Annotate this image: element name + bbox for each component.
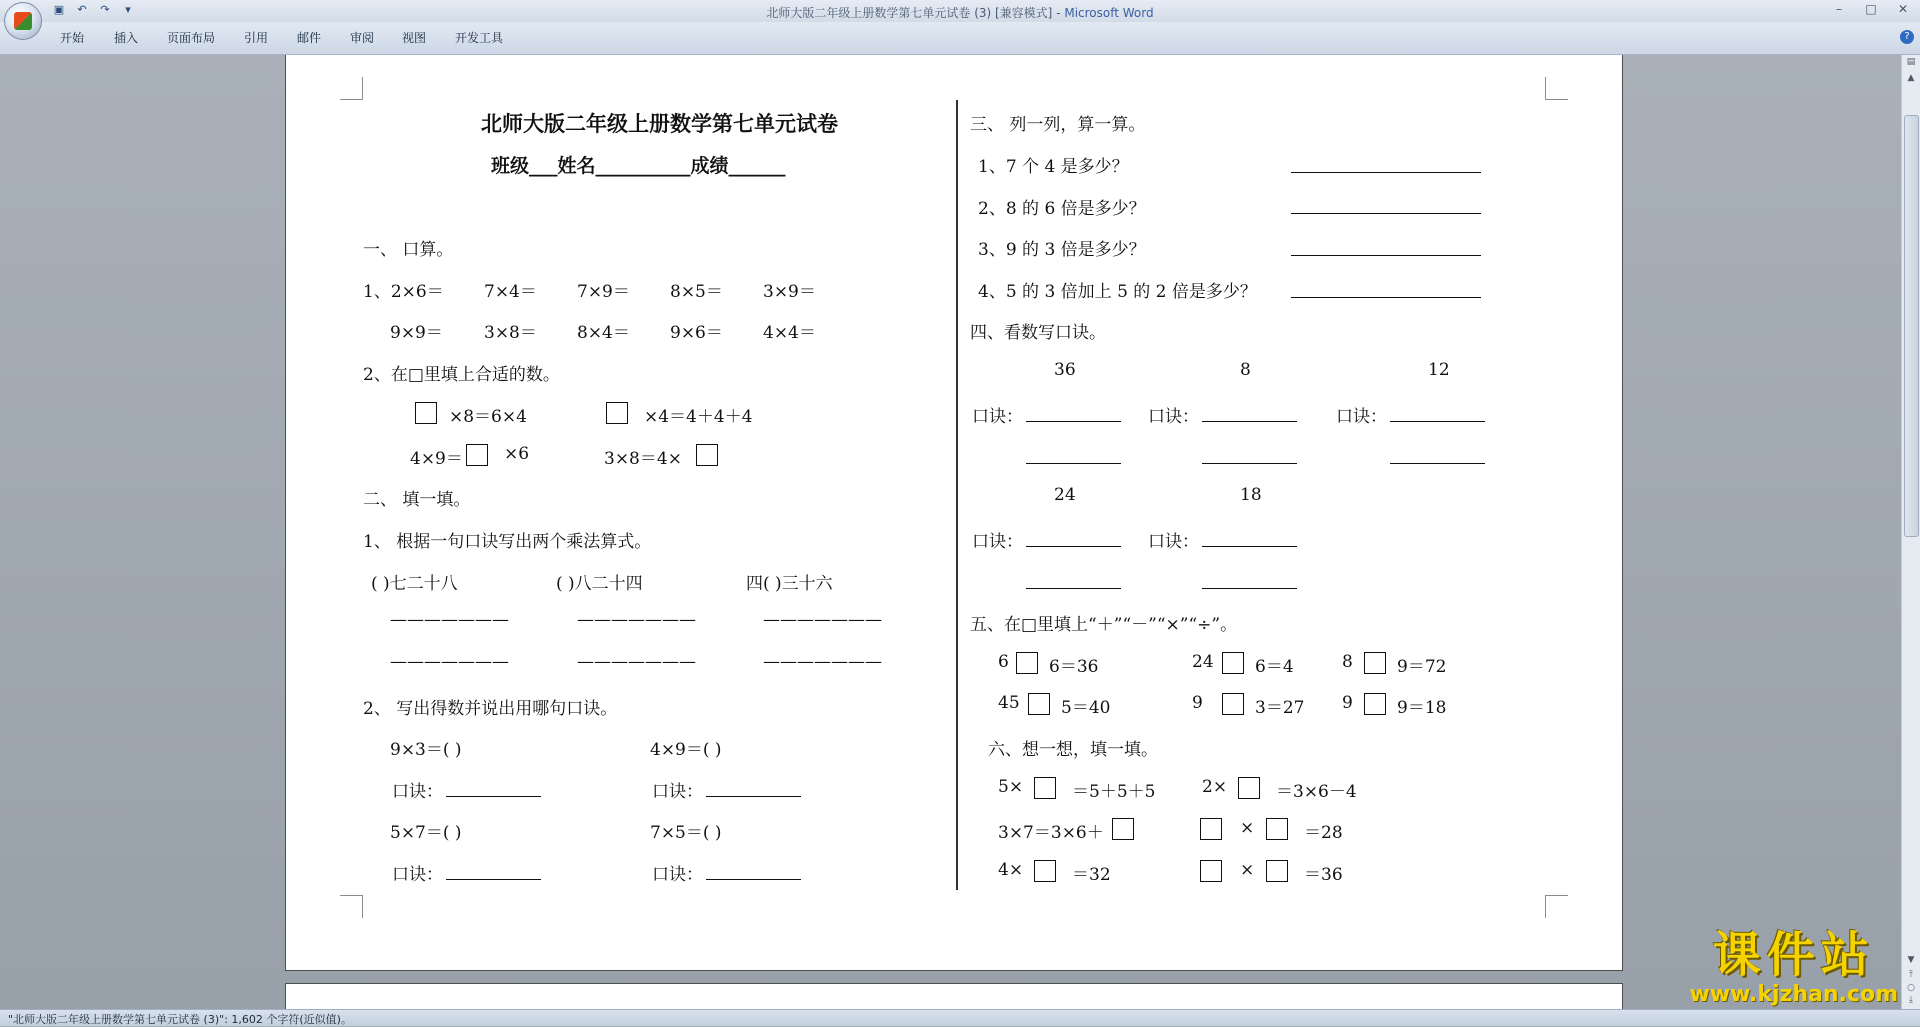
operand: 8: [1342, 652, 1353, 672]
blank-item: 四( )三十六: [746, 574, 833, 594]
operand: ＝36: [1304, 865, 1343, 885]
operand: ×: [1240, 860, 1255, 880]
calc-item: 5×7＝( ): [390, 823, 462, 843]
tab-home[interactable]: 开始: [60, 31, 85, 45]
answer-line[interactable]: [1202, 546, 1297, 547]
koujue-label: 口诀：: [392, 865, 443, 885]
crop-mark: [340, 895, 363, 918]
koujue-label: 口诀：: [1336, 407, 1387, 427]
document-page[interactable]: [285, 55, 1623, 971]
operand: 45: [998, 693, 1020, 713]
answer-line[interactable]: [1291, 297, 1481, 298]
section-1-heading: 一、 口算。: [363, 240, 454, 260]
operand: ＝3×6－4: [1276, 782, 1357, 802]
answer-line[interactable]: [706, 879, 801, 880]
word-problem: 3、9 的 3 倍是多少？: [978, 240, 1146, 260]
minimize-button[interactable]: –: [1836, 2, 1842, 16]
answer-line[interactable]: [1390, 463, 1485, 464]
section-5-heading: 五、在□里填上“＋”“－”“×”“÷”。: [970, 615, 1238, 635]
operand: 9: [1192, 693, 1203, 713]
calc-item: 3×8＝: [484, 323, 537, 343]
save-icon[interactable]: ▣: [53, 3, 65, 16]
office-logo-icon: [14, 12, 32, 30]
word-problem: 2、8 的 6 倍是多少？: [978, 199, 1146, 219]
dash-line[interactable]: ———————: [390, 610, 509, 630]
koujue-label: 口诀：: [652, 782, 703, 802]
title-bar: [0, 0, 1920, 23]
redo-icon[interactable]: ↷: [100, 3, 110, 16]
koujue-label: 口诀：: [972, 407, 1023, 427]
operator-box[interactable]: [1016, 652, 1038, 674]
tab-view[interactable]: 视图: [402, 31, 427, 45]
question-heading: 2、 写出得数并说出用哪句口诀。: [363, 699, 618, 719]
operand: 9＝72: [1397, 657, 1447, 677]
crop-mark: [1545, 77, 1568, 100]
calc-item: 4×9＝( ): [650, 740, 722, 760]
character-count[interactable]: "北师大版二年级上册数学第七单元试卷 (3)": 1,602 个字符(近似值)。: [8, 1013, 352, 1026]
word-problem: 1、7 个 4 是多少？: [978, 157, 1129, 177]
next-page-icon[interactable]: ⤓: [1909, 995, 1913, 1005]
operator-box[interactable]: [1222, 693, 1244, 715]
dash-line[interactable]: ———————: [763, 652, 882, 672]
fill-expression: ×4＝4＋4＋4: [644, 407, 753, 427]
watermark-logo: [1689, 928, 1898, 1007]
crop-mark: [340, 77, 363, 100]
maximize-button[interactable]: □: [1865, 2, 1877, 16]
answer-box[interactable]: [1238, 777, 1260, 799]
browse-object-icon[interactable]: ○: [1907, 983, 1915, 993]
operand: ×: [1240, 818, 1255, 838]
dash-line[interactable]: ———————: [577, 652, 696, 672]
fill-expression: 3×8＝4×: [604, 449, 682, 469]
tab-references[interactable]: 引用: [244, 31, 269, 45]
operand: 3×7＝3×6＋: [998, 823, 1104, 843]
operand: ＝32: [1072, 865, 1111, 885]
number-label: 18: [1240, 485, 1262, 505]
answer-line[interactable]: [446, 879, 541, 880]
section-3-heading: 三、 列一列，算一算。: [970, 115, 1146, 135]
answer-box[interactable]: [1200, 860, 1222, 882]
scroll-down-icon[interactable]: ▼: [1907, 955, 1915, 965]
scrollbar-thumb[interactable]: [1904, 115, 1919, 537]
number-label: 24: [1054, 485, 1076, 505]
dash-line[interactable]: ———————: [763, 610, 882, 630]
answer-box[interactable]: [1112, 818, 1134, 840]
number-label: 12: [1428, 360, 1450, 380]
answer-line[interactable]: [446, 796, 541, 797]
operator-box[interactable]: [1364, 693, 1386, 715]
customize-icon[interactable]: ▾: [125, 3, 131, 16]
operand: ＝5＋5＋5: [1072, 782, 1156, 802]
operand: 24: [1192, 652, 1214, 672]
answer-line[interactable]: [1026, 421, 1121, 422]
operand: 6＝4: [1255, 657, 1294, 677]
number-label: 8: [1240, 360, 1251, 380]
calc-item: 9×6＝: [670, 323, 723, 343]
window-controls: [1830, 2, 1912, 16]
document-name: 北师大版二年级上册数学第七单元试卷 (3) [兼容模式]: [766, 6, 1053, 20]
answer-line[interactable]: [706, 796, 801, 797]
page-title[interactable]: 北师大版二年级上册数学第七单元试卷: [481, 111, 838, 136]
operator-box[interactable]: [1028, 693, 1050, 715]
koujue-label: 口诀：: [1148, 407, 1199, 427]
answer-box[interactable]: [1266, 818, 1288, 840]
operator-box[interactable]: [1222, 652, 1244, 674]
operand: 4×: [998, 860, 1024, 880]
fill-expression: 4×9＝: [410, 449, 463, 469]
app-name: Microsoft Word: [1064, 6, 1154, 20]
answer-line[interactable]: [1291, 213, 1481, 214]
column-divider: [956, 100, 958, 890]
crop-mark: [1545, 895, 1568, 918]
answer-line[interactable]: [1202, 421, 1297, 422]
scroll-up-icon[interactable]: ▲: [1907, 73, 1915, 83]
answer-line[interactable]: [1202, 588, 1297, 589]
fill-expression: ×6: [504, 444, 530, 464]
answer-box[interactable]: [1034, 860, 1056, 882]
tab-insert[interactable]: 插入: [114, 31, 139, 45]
answer-line[interactable]: [1026, 588, 1121, 589]
section-6-heading: 六、想一想，填一填。: [988, 740, 1158, 760]
calc-item: 7×9＝: [577, 282, 630, 302]
question-heading: 1、 根据一句口诀写出两个乘法算式。: [363, 532, 652, 552]
answer-box[interactable]: [1200, 818, 1222, 840]
watermark-brand: 课件站: [1712, 927, 1875, 983]
koujue-label: 口诀：: [972, 532, 1023, 552]
koujue-label: 口诀：: [392, 782, 443, 802]
tab-page-layout[interactable]: 页面布局: [167, 31, 216, 45]
operand: 9＝18: [1397, 698, 1447, 718]
calc-item: 9×9＝: [390, 323, 443, 343]
fill-expression: ×8＝6×4: [449, 407, 527, 427]
operand: 2×: [1202, 777, 1228, 797]
operand: 6＝36: [1049, 657, 1099, 677]
calc-item: 8×5＝: [670, 282, 723, 302]
answer-box[interactable]: [1266, 860, 1288, 882]
answer-line[interactable]: [1026, 546, 1121, 547]
koujue-label: 口诀：: [652, 865, 703, 885]
answer-box[interactable]: [606, 402, 628, 424]
calc-item: 8×4＝: [577, 323, 630, 343]
answer-box[interactable]: [1034, 777, 1056, 799]
ruler-toggle-icon[interactable]: ▤: [1906, 57, 1916, 67]
operand: 9: [1342, 693, 1353, 713]
prev-page-icon[interactable]: ⤒: [1909, 970, 1913, 980]
calc-item: 9×3＝( ): [390, 740, 462, 760]
blank-item: ( )八二十四: [556, 574, 643, 594]
question-heading: 2、在□里填上合适的数。: [363, 365, 560, 385]
answer-box[interactable]: [415, 402, 437, 424]
section-2-heading: 二、 填一填。: [363, 490, 471, 510]
vertical-scrollbar[interactable]: [1901, 55, 1920, 1009]
office-button[interactable]: [4, 2, 42, 40]
dash-line[interactable]: ———————: [390, 652, 509, 672]
operator-box[interactable]: [1364, 652, 1386, 674]
number-label: 36: [1054, 360, 1076, 380]
ribbon-tabs: [0, 22, 1920, 55]
dash-line[interactable]: ———————: [577, 610, 696, 630]
operand: ＝28: [1304, 823, 1343, 843]
calc-item: 3×9＝: [763, 282, 816, 302]
answer-line[interactable]: [1202, 463, 1297, 464]
status-bar: [0, 1009, 1920, 1026]
tab-review[interactable]: 审阅: [350, 31, 375, 45]
operand: 6: [998, 652, 1009, 672]
undo-icon[interactable]: ↶: [77, 3, 87, 16]
answer-box[interactable]: [466, 444, 488, 466]
watermark-url: www.kjzhan.com: [1689, 982, 1898, 1007]
close-button[interactable]: ✕: [1897, 2, 1909, 16]
blank-item: ( )七二十八: [371, 574, 458, 594]
answer-line[interactable]: [1291, 172, 1481, 173]
section-4-heading: 四、看数写口诀。: [970, 323, 1106, 343]
answer-line[interactable]: [1026, 463, 1121, 464]
koujue-label: 口诀：: [1148, 532, 1199, 552]
help-icon[interactable]: ?: [1900, 30, 1914, 44]
tab-mailings[interactable]: 邮件: [297, 31, 322, 45]
window-title: 北师大版二年级上册数学第七单元试卷 (3) [兼容模式] - Microsoft Word: [766, 6, 1154, 20]
operand: 5×: [998, 777, 1024, 797]
calc-item: 7×5＝( ): [650, 823, 722, 843]
tab-developer[interactable]: 开发工具: [455, 31, 504, 45]
calc-item: 1、2×6＝: [363, 282, 444, 302]
operand: 5＝40: [1061, 698, 1111, 718]
answer-box[interactable]: [696, 444, 718, 466]
answer-line[interactable]: [1390, 421, 1485, 422]
calc-item: 4×4＝: [763, 323, 816, 343]
student-info-line[interactable]: 班级___姓名__________成绩______: [491, 155, 786, 177]
word-problem: 4、5 的 3 倍加上 5 的 2 倍是多少？: [978, 282, 1257, 302]
answer-line[interactable]: [1291, 255, 1481, 256]
operand: 3＝27: [1255, 698, 1305, 718]
calc-item: 7×4＝: [484, 282, 537, 302]
